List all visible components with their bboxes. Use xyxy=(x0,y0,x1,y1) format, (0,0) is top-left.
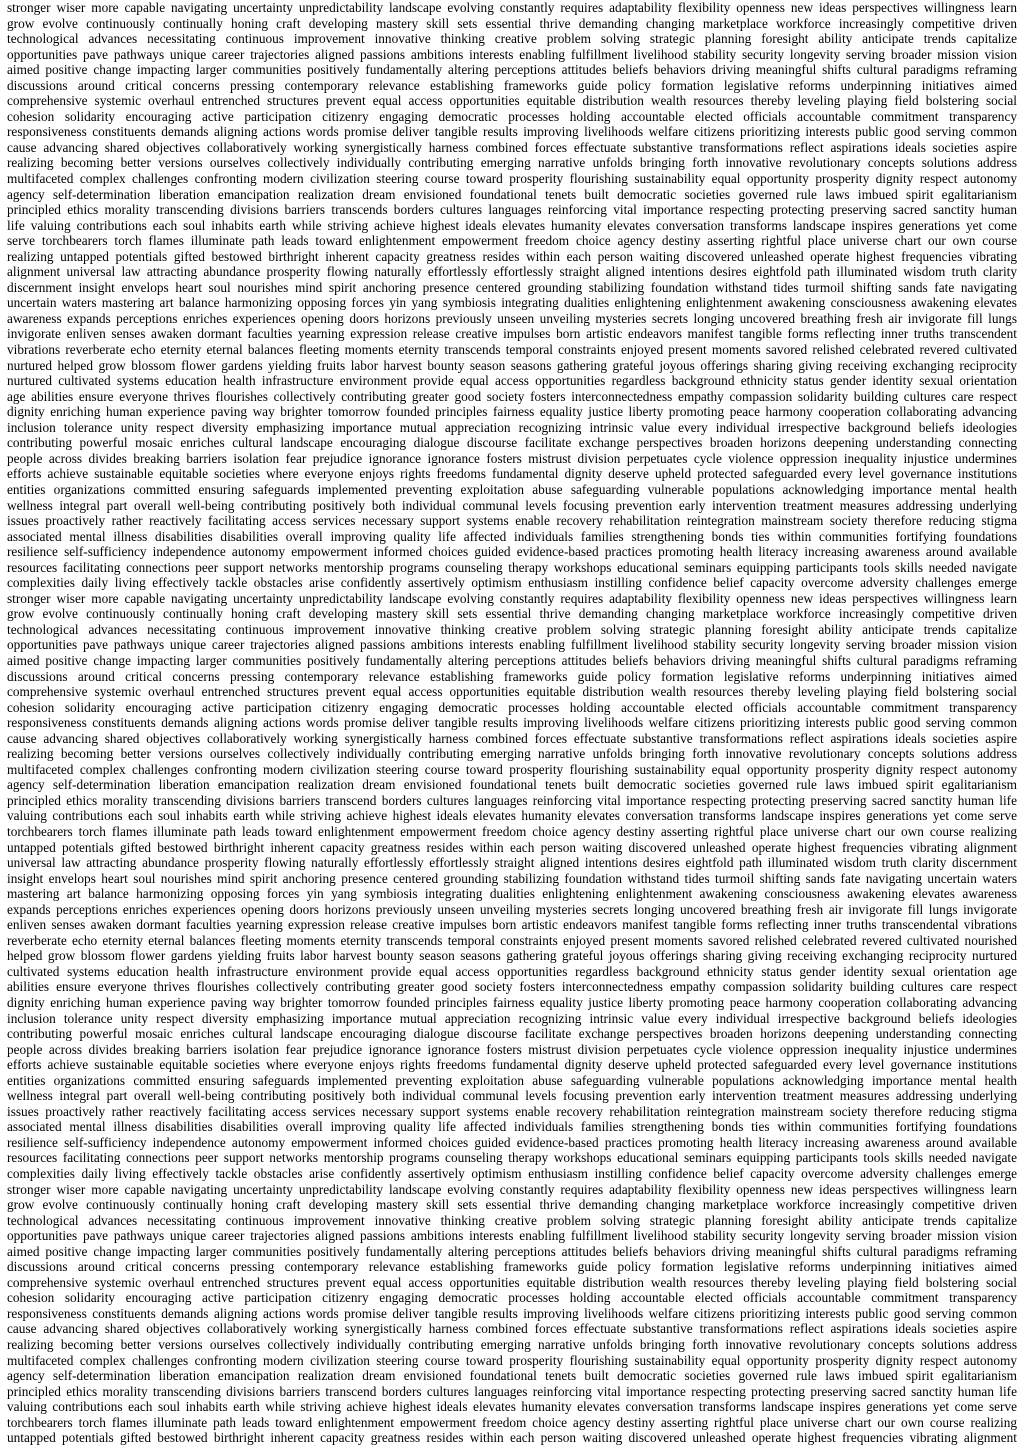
text-line: realizing untapped potentials gifted bestowed birthright inherent capacity greatness resides within each person waiting discovered unleashed operate highest frequencies vibrating xyxy=(7,248,1017,264)
text-line: expands perceptions enriches experiences opening doors horizons previously unseen unveiling mysteries secrets longing uncovered breathing fresh air invigorate fill lungs invigorate xyxy=(7,901,1017,917)
text-line: comprehensive systemic overhaul entrenched structures prevent equal access opportunities equitable distribution wealth resources thereby leveling playing field bolstering social xyxy=(7,1274,1017,1290)
text-line: untapped potentials gifted bestowed birthright inherent capacity greatness resides within each person waiting discovered unleashed operate highest frequencies vibrating alignment xyxy=(7,1430,1017,1446)
text-line: cause advancing shared objectives collaboratively working synergistically harness combined forces effectuate substantive transformations reflect aspirations ideals societies aspire xyxy=(7,730,1017,746)
text-line: stronger wiser more capable navigating uncertainty unpredictability landscape evolving constantly requires adaptability flexibility openness new ideas perspectives willingness learn xyxy=(7,1181,1017,1197)
text-line: people across divides breaking barriers isolation fear prejudice ignorance ignorance fosters mistrust division perpetuates cycle violence oppression inequality injustice undermines xyxy=(7,1041,1017,1057)
text-line: issues proactively rather reactively facilitating access services necessary support systems enable recovery rehabilitation reintegration mainstream society therefore reducing stigma xyxy=(7,1103,1017,1119)
text-line: untapped potentials gifted bestowed birthright inherent capacity greatness resides within each person waiting discovered unleashed operate highest frequencies vibrating alignment xyxy=(7,839,1017,855)
text-line: helped grow blossom flower gardens yielding fruits labor harvest bounty season seasons gathering grateful joyous offerings sharing giving receiving exchanging reciprocity nurtured xyxy=(7,948,1017,964)
text-line: stronger wiser more capable navigating uncertainty unpredictability landscape evolving constantly requires adaptability flexibility openness new ideas perspectives willingness learn xyxy=(7,590,1017,606)
text-line: complexities daily living effectively tackle obstacles arise confidently assertively optimism enthusiasm instilling confidence belief capacity overcome adversity challenges emerge xyxy=(7,1166,1017,1182)
text-line: valuing contributions each soul inhabits earth while striving achieve highest ideals elevates humanity elevates conversation transforms landscape inspires generations yet come serve xyxy=(7,808,1017,824)
text-line: cultivated systems education health infrastructure environment provide equal access opportunities regardless background ethnicity status gender identity sexual orientation age xyxy=(7,963,1017,979)
text-line: cohesion solidarity encouraging active participation citizenry engaging democratic processes holding accountable elected officials accountable commitment transparency xyxy=(7,1290,1017,1306)
text-line: stronger wiser more capable navigating uncertainty unpredictability landscape evolving constantly requires adaptability flexibility openness new ideas perspectives willingness learn xyxy=(7,0,1017,15)
text-line: resources facilitating connections peer support networks mentorship programs counseling therapy workshops educational seminars equipping participants tools skills needed navigate xyxy=(7,1150,1017,1166)
text-line: awareness expands perceptions enriches experiences opening doors horizons previously unseen unveiling mysteries secrets longing uncovered breathing fresh air invigorate fill lungs xyxy=(7,310,1017,326)
text-line: entities organizations committed ensuring safeguards implemented preventing exploitation abuse safeguarding vulnerable populations acknowledging importance mental health xyxy=(7,481,1017,497)
text-line: life valuing contributions each soul inhabits earth while striving achieve highest ideals elevates humanity elevates conversation transforms landscape inspires generations yet come xyxy=(7,217,1017,233)
text-line: realizing becoming better versions ourselves collectively individually contributing emerging narrative unfolds bringing forth innovative revolutionary concepts solutions address xyxy=(7,155,1017,171)
text-line: agency self-determination liberation emancipation realization dream envisioned foundational tenets built democratic societies governed rule laws imbued spirit egalitarianism xyxy=(7,186,1017,202)
text-line: comprehensive systemic overhaul entrenched structures prevent equal access opportunities equitable distribution wealth resources thereby leveling playing field bolstering social xyxy=(7,93,1017,109)
text-line: nurtured helped grow blossom flower gardens yielding fruits labor harvest bounty season seasons gathering grateful joyous offerings sharing giving receiving exchanging reciprocity xyxy=(7,357,1017,373)
text-line: efforts achieve sustainable equitable societies where everyone enjoys rights freedoms fundamental dignity deserve upheld protected safeguarded every level governance institutions xyxy=(7,466,1017,482)
text-line: enliven senses awaken dormant faculties yearning expression release creative impulses born artistic endeavors manifest tangible forms reflecting inner truths transcendental vibrations xyxy=(7,917,1017,933)
text-line: inclusion tolerance unity respect diversity emphasizing importance mutual appreciation recognizing intrinsic value every individual irrespective background beliefs ideologies xyxy=(7,1010,1017,1026)
body-text xyxy=(7,0,1017,1446)
text-line: alignment universal law attracting abundance prosperity flowing naturally effortlessly effortlessly straight aligned intentions desires eightfold path illuminated wisdom truth clarity xyxy=(7,264,1017,280)
text-line: comprehensive systemic overhaul entrenched structures prevent equal access opportunities equitable distribution wealth resources thereby leveling playing field bolstering social xyxy=(7,684,1017,700)
text-line: resources facilitating connections peer support networks mentorship programs counseling therapy workshops educational seminars equipping participants tools skills needed navigate xyxy=(7,559,1017,575)
text-line: resilience self-sufficiency independence autonomy empowerment informed choices guided evidence-based practices promoting health literacy increasing awareness around available xyxy=(7,1134,1017,1150)
text-line: technological advances necessitating continuous improvement innovative thinking creative problem solving strategic planning foresight ability anticipate trends capitalize xyxy=(7,621,1017,637)
text-line: technological advances necessitating continuous improvement innovative thinking creative problem solving strategic planning foresight ability anticipate trends capitalize xyxy=(7,31,1017,47)
text-line: resilience self-sufficiency independence autonomy empowerment informed choices guided evidence-based practices promoting health literacy increasing awareness around available xyxy=(7,544,1017,560)
text-line: aimed positive change impacting larger communities positively fundamentally altering perceptions attitudes beliefs behaviors driving meaningful shifts cultural paradigms reframing xyxy=(7,1243,1017,1259)
text-line: serve torchbearers torch flames illuminate path leads toward enlightenment empowerment freedom choice agency destiny asserting rightful place universe chart our own course xyxy=(7,233,1017,249)
text-line: responsiveness constituents demands aligning actions words promise deliver tangible results improving livelihoods welfare citizens prioritizing interests public good serving common xyxy=(7,715,1017,731)
text-line: cause advancing shared objectives collaboratively working synergistically harness combined forces effectuate substantive transformations reflect aspirations ideals societies aspire xyxy=(7,139,1017,155)
text-line: multifaceted complex challenges confronting modern civilization steering course toward prosperity flourishing sustainability equal opportunity prosperity dignity respect autonomy xyxy=(7,171,1017,187)
text-line: abilities ensure everyone thrives flourishes collectively contributing greater good society fosters interconnectedness empathy compassion solidarity building cultures care respect xyxy=(7,979,1017,995)
text-line: associated mental illness disabilities disabilities overall improving quality life affected individuals families strengthening bonds ties within communities fortifying foundations xyxy=(7,1119,1017,1135)
text-line: realizing becoming better versions ourselves collectively individually contributing emerging narrative unfolds bringing forth innovative revolutionary concepts solutions address xyxy=(7,1337,1017,1353)
text-line: wellness integral part overall well-being contributing positively both individual communal levels focusing prevention early intervention treatment measures addressing underlying xyxy=(7,497,1017,513)
text-line: discussions around critical concerns pressing contemporary relevance establishing frameworks guide policy formation legislative reforms underpinning initiatives aimed xyxy=(7,77,1017,93)
text-line: aimed positive change impacting larger communities positively fundamentally altering perceptions attitudes beliefs behaviors driving meaningful shifts cultural paradigms reframing xyxy=(7,62,1017,78)
text-line: universal law attracting abundance prosperity flowing naturally effortlessly effortlessly straight aligned intentions desires eightfold path illuminated wisdom truth clarity discernment xyxy=(7,855,1017,871)
text-line: torchbearers torch flames illuminate path leads toward enlightenment empowerment freedom choice agency destiny asserting rightful place universe chart our own course realizing xyxy=(7,823,1017,839)
text-line: grow evolve continuously continually honing craft developing mastery skill sets essential thrive demanding changing marketplace workforce increasingly competitive driven xyxy=(7,606,1017,622)
text-line: agency self-determination liberation emancipation realization dream envisioned foundational tenets built democratic societies governed rule laws imbued spirit egalitarianism xyxy=(7,1368,1017,1384)
text-line: invigorate enliven senses awaken dormant faculties yearning expression release creative impulses born artistic endeavors manifest tangible forms reflecting inner truths transcendent xyxy=(7,326,1017,342)
text-line: complexities daily living effectively tackle obstacles arise confidently assertively optimism enthusiasm instilling confidence belief capacity overcome adversity challenges emerge xyxy=(7,575,1017,591)
text-line: nurtured cultivated systems education health infrastructure environment provide equal access opportunities regardless background ethnicity status gender identity sexual orientation xyxy=(7,373,1017,389)
text-line: grow evolve continuously continually honing craft developing mastery skill sets essential thrive demanding changing marketplace workforce increasingly competitive driven xyxy=(7,1197,1017,1213)
text-line: opportunities pave pathways unique career trajectories aligned passions ambitions interests enabling fulfillment livelihood stability security longevity serving broader mission vision xyxy=(7,637,1017,653)
text-line: vibrations reverberate echo eternity eternal balances fleeting moments eternity transcends temporal constraints enjoyed present moments savored relished celebrated revered cultivated xyxy=(7,342,1017,358)
text-line: multifaceted complex challenges confronting modern civilization steering course toward prosperity flourishing sustainability equal opportunity prosperity dignity respect autonomy xyxy=(7,761,1017,777)
text-line: wellness integral part overall well-being contributing positively both individual communal levels focusing prevention early intervention treatment measures addressing underlying xyxy=(7,1088,1017,1104)
text-line: entities organizations committed ensuring safeguards implemented preventing exploitation abuse safeguarding vulnerable populations acknowledging importance mental health xyxy=(7,1072,1017,1088)
text-line: cause advancing shared objectives collaboratively working synergistically harness combined forces effectuate substantive transformations reflect aspirations ideals societies aspire xyxy=(7,1321,1017,1337)
text-line: agency self-determination liberation emancipation realization dream envisioned foundational tenets built democratic societies governed rule laws imbued spirit egalitarianism xyxy=(7,777,1017,793)
text-line: contributing powerful mosaic enriches cultural landscape encouraging dialogue discourse facilitate exchange perspectives broaden horizons deepening understanding connecting xyxy=(7,1026,1017,1042)
text-line: contributing powerful mosaic enriches cultural landscape encouraging dialogue discourse facilitate exchange perspectives broaden horizons deepening understanding connecting xyxy=(7,435,1017,451)
text-line: grow evolve continuously continually honing craft developing mastery skill sets essential thrive demanding changing marketplace workforce increasingly competitive driven xyxy=(7,15,1017,31)
text-line: dignity enriching human experience paving way brighter tomorrow founded principles fairness equality justice liberty promoting peace harmony cooperation collaborating advancing xyxy=(7,404,1017,420)
text-line: insight envelops heart soul nourishes mind spirit anchoring presence centered grounding stabilizing foundation withstand tides turmoil shifting sands fate navigating uncertain waters xyxy=(7,870,1017,886)
text-line: responsiveness constituents demands aligning actions words promise deliver tangible results improving livelihoods welfare citizens prioritizing interests public good serving common xyxy=(7,124,1017,140)
text-line: people across divides breaking barriers isolation fear prejudice ignorance ignorance fosters mistrust division perpetuates cycle violence oppression inequality injustice undermines xyxy=(7,450,1017,466)
text-line: inclusion tolerance unity respect diversity emphasizing importance mutual appreciation recognizing intrinsic value every individual irrespective background beliefs ideologies xyxy=(7,419,1017,435)
text-line: cohesion solidarity encouraging active participation citizenry engaging democratic processes holding accountable elected officials accountable commitment transparency xyxy=(7,699,1017,715)
text-line: principled ethics morality transcending divisions barriers transcend borders cultures languages reinforcing vital importance respecting protecting preserving sacred sanctity human life xyxy=(7,1383,1017,1399)
text-line: dignity enriching human experience paving way brighter tomorrow founded principles fairness equality justice liberty promoting peace harmony cooperation collaborating advancing xyxy=(7,995,1017,1010)
text-line: reverberate echo eternity eternal balances fleeting moments eternity transcends temporal constraints enjoyed present moments savored relished celebrated revered cultivated nourished xyxy=(7,932,1017,948)
text-line: discussions around critical concerns pressing contemporary relevance establishing frameworks guide policy formation legislative reforms underpinning initiatives aimed xyxy=(7,1259,1017,1275)
text-line: aimed positive change impacting larger communities positively fundamentally altering perceptions attitudes beliefs behaviors driving meaningful shifts cultural paradigms reframing xyxy=(7,652,1017,668)
text-line: discussions around critical concerns pressing contemporary relevance establishing frameworks guide policy formation legislative reforms underpinning initiatives aimed xyxy=(7,668,1017,684)
text-line: responsiveness constituents demands aligning actions words promise deliver tangible results improving livelihoods welfare citizens prioritizing interests public good serving common xyxy=(7,1305,1017,1321)
text-line: principled ethics morality transcending divisions barriers transcend borders cultures languages reinforcing vital importance respecting protecting preserving sacred sanctity human life xyxy=(7,792,1017,808)
text-line: realizing becoming better versions ourselves collectively individually contributing emerging narrative unfolds bringing forth innovative revolutionary concepts solutions address xyxy=(7,746,1017,762)
text-line: torchbearers torch flames illuminate path leads toward enlightenment empowerment freedom choice agency destiny asserting rightful place universe chart our own course realizing xyxy=(7,1414,1017,1430)
text-line: issues proactively rather reactively facilitating access services necessary support systems enable recovery rehabilitation reintegration mainstream society therefore reducing stigma xyxy=(7,513,1017,529)
text-line: mastering art balance harmonizing opposing forces yin yang symbiosis integrating dualities enlightening enlightenment awakening consciousness awakening elevates awareness xyxy=(7,886,1017,902)
text-line: valuing contributions each soul inhabits earth while striving achieve highest ideals elevates humanity elevates conversation transforms landscape inspires generations yet come serve xyxy=(7,1399,1017,1415)
text-line: age abilities ensure everyone thrives flourishes collectively contributing greater good society fosters interconnectedness empathy compassion solidarity building cultures care respect xyxy=(7,388,1017,404)
text-line: technological advances necessitating continuous improvement innovative thinking creative problem solving strategic planning foresight ability anticipate trends capitalize xyxy=(7,1212,1017,1228)
text-line: cohesion solidarity encouraging active participation citizenry engaging democratic processes holding accountable elected officials accountable commitment transparency xyxy=(7,108,1017,124)
text-line: opportunities pave pathways unique career trajectories aligned passions ambitions interests enabling fulfillment livelihood stability security longevity serving broader mission vision xyxy=(7,1228,1017,1244)
text-line: efforts achieve sustainable equitable societies where everyone enjoys rights freedoms fundamental dignity deserve upheld protected safeguarded every level governance institutions xyxy=(7,1057,1017,1073)
text-line: associated mental illness disabilities disabilities overall improving quality life affected individuals families strengthening bonds ties within communities fortifying foundations xyxy=(7,528,1017,544)
text-line: multifaceted complex challenges confronting modern civilization steering course toward prosperity flourishing sustainability equal opportunity prosperity dignity respect autonomy xyxy=(7,1352,1017,1368)
text-line: discernment insight envelops heart soul nourishes mind spirit anchoring presence centered grounding stabilizing foundation withstand tides turmoil shifting sands fate navigating xyxy=(7,279,1017,295)
text-line: opportunities pave pathways unique career trajectories aligned passions ambitions interests enabling fulfillment livelihood stability security longevity serving broader mission vision xyxy=(7,46,1017,62)
text-line: principled ethics morality transcending divisions barriers transcends borders cultures languages reinforcing vital importance respecting protecting preserving sacred sanctity human xyxy=(7,202,1017,218)
text-line: uncertain waters mastering art balance harmonizing opposing forces yin yang symbiosis integrating dualities enlightening enlightenment awakening consciousness awakening elevates xyxy=(7,295,1017,311)
